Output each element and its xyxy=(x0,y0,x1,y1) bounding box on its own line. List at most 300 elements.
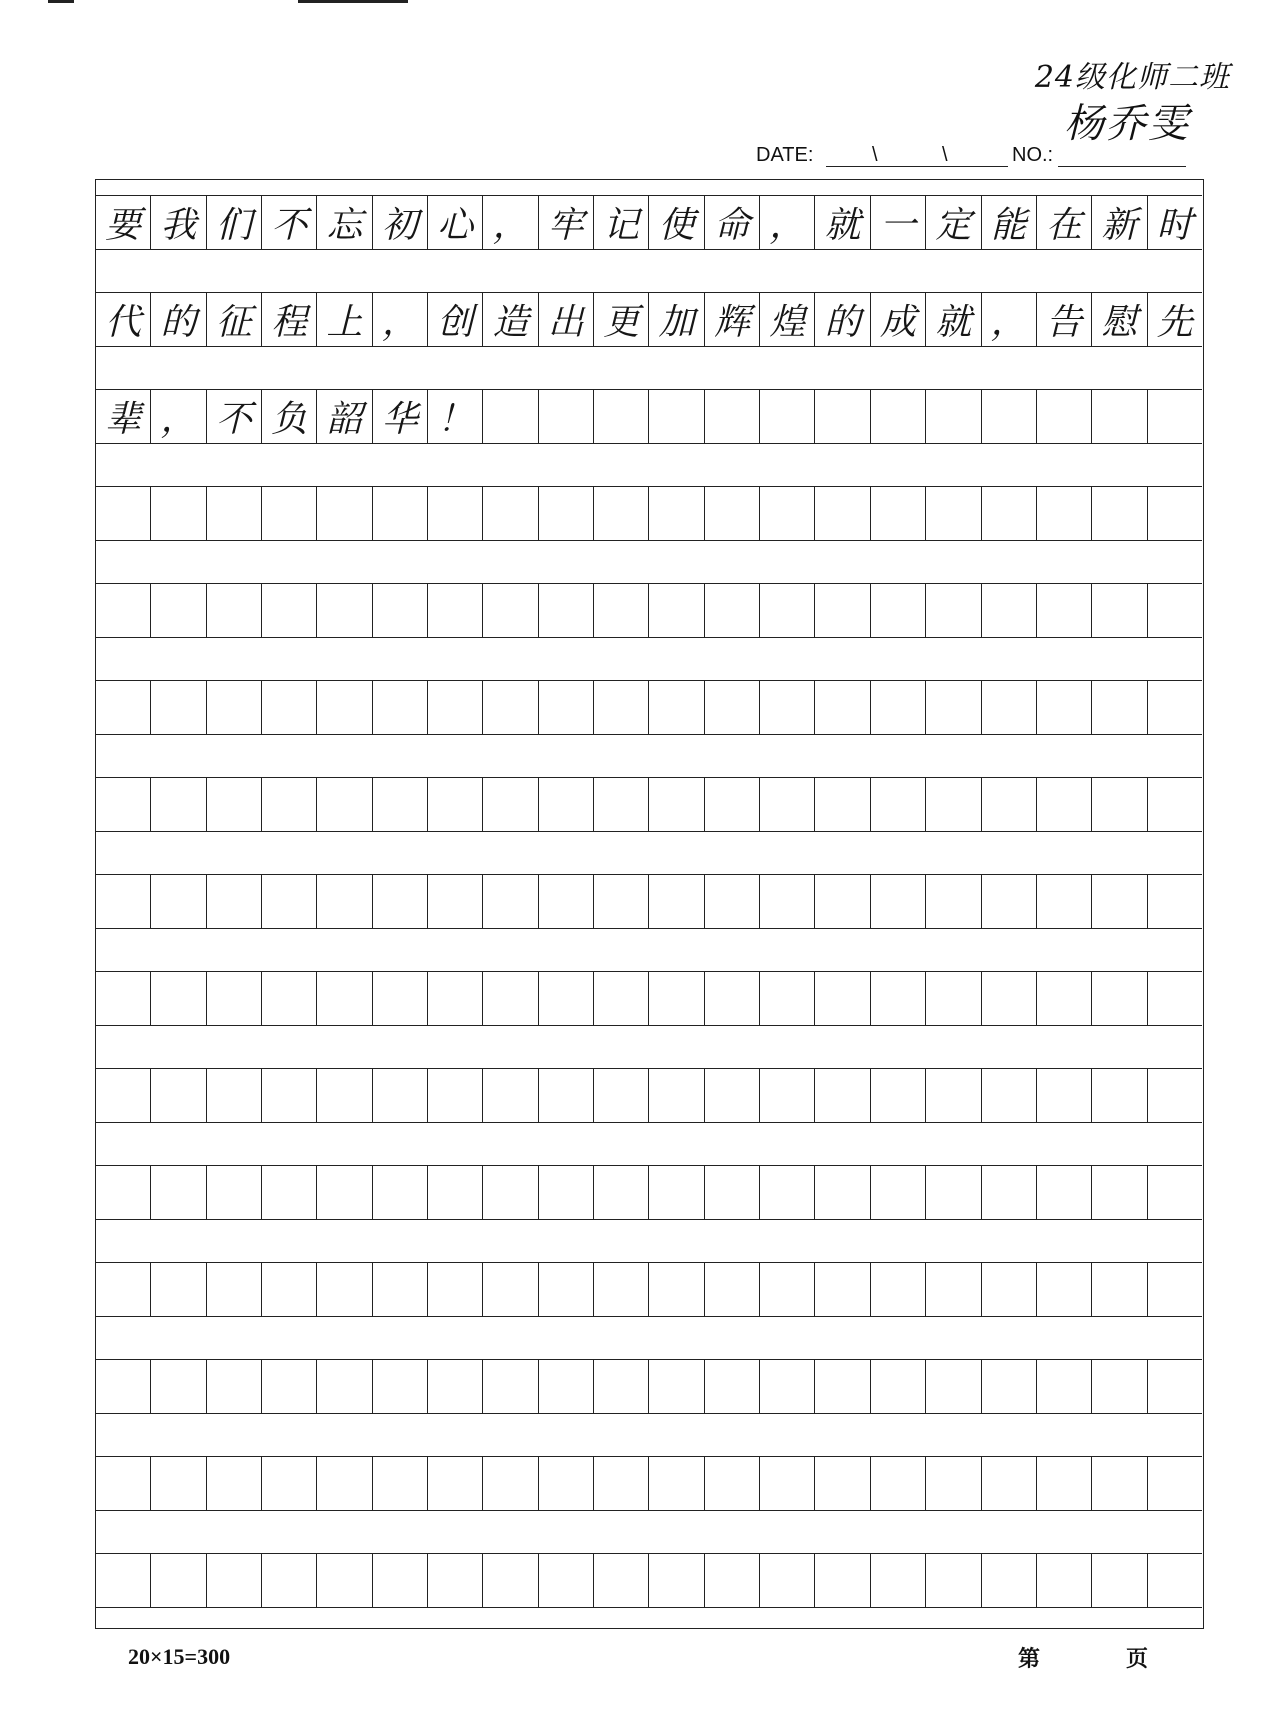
grid-cell xyxy=(815,1359,870,1414)
grid-cell xyxy=(982,777,1037,832)
grid-cell xyxy=(594,1456,649,1511)
grid-cell xyxy=(262,1553,317,1608)
grid-cell xyxy=(428,1359,483,1414)
grid-cell: 使 xyxy=(649,195,704,250)
grid-row xyxy=(96,195,1202,250)
grid-cell xyxy=(207,1359,262,1414)
grid-cell: 能 xyxy=(982,195,1037,250)
grid-cell xyxy=(760,680,815,735)
grid-cell xyxy=(871,486,926,541)
grid-cell xyxy=(705,971,760,1026)
grid-cell xyxy=(649,1456,704,1511)
grid-cell xyxy=(982,583,1037,638)
grid-cell xyxy=(982,1359,1037,1414)
grid-cell xyxy=(539,1165,594,1220)
grid-cell xyxy=(1037,1456,1092,1511)
grid-cell xyxy=(96,1359,151,1414)
grid-cell: 创 xyxy=(428,292,483,347)
grid-cell: 出 xyxy=(539,292,594,347)
grid-cell xyxy=(982,680,1037,735)
grid-cell xyxy=(317,680,372,735)
grid-cell xyxy=(1037,680,1092,735)
grid-cell xyxy=(483,680,538,735)
grid-cell xyxy=(705,389,760,444)
grid-cell xyxy=(373,874,428,929)
grid-cell xyxy=(1092,1359,1147,1414)
grid-cell xyxy=(926,1456,981,1511)
grid-cell xyxy=(594,1359,649,1414)
grid-cell xyxy=(760,777,815,832)
grid-cell xyxy=(871,680,926,735)
grid-cell xyxy=(760,583,815,638)
grid-cell: 上 xyxy=(317,292,372,347)
grid-cell xyxy=(483,583,538,638)
grid-cell xyxy=(483,1262,538,1317)
grid-row xyxy=(96,1262,1202,1317)
grid-cell xyxy=(207,971,262,1026)
grid-cell xyxy=(317,777,372,832)
grid-cell xyxy=(1037,1553,1092,1608)
grid-cell xyxy=(262,1359,317,1414)
grid-cell xyxy=(262,1456,317,1511)
grid-row xyxy=(96,1068,1202,1123)
grid-cell xyxy=(926,1262,981,1317)
grid-cell: 新 xyxy=(1092,195,1147,250)
grid-cell xyxy=(926,1165,981,1220)
grid-cell xyxy=(815,486,870,541)
date-row xyxy=(756,144,1188,168)
grid-cell xyxy=(1092,1553,1147,1608)
grid-cell xyxy=(539,1068,594,1123)
grid-cell xyxy=(815,874,870,929)
grid-cell: ！ xyxy=(428,389,483,444)
grid-cell xyxy=(483,1165,538,1220)
grid-cell: ， xyxy=(760,195,815,250)
grid-cell xyxy=(539,874,594,929)
grid-cell xyxy=(483,1456,538,1511)
grid-cell xyxy=(1148,1456,1202,1511)
grid-cell xyxy=(649,1262,704,1317)
grid-cell: 慰 xyxy=(1092,292,1147,347)
grid-cell xyxy=(207,486,262,541)
grid-cell: ， xyxy=(151,389,206,444)
grid-cell xyxy=(871,1165,926,1220)
grid-cell xyxy=(96,1456,151,1511)
grid-cell xyxy=(151,583,206,638)
grid-cell xyxy=(428,1553,483,1608)
grid-cell xyxy=(539,583,594,638)
grid-cell xyxy=(262,486,317,541)
grid-cell: 们 xyxy=(207,195,262,250)
grid-cell xyxy=(594,1068,649,1123)
grid-cell xyxy=(373,1456,428,1511)
no-blank xyxy=(1058,166,1186,167)
grid-cell xyxy=(428,1068,483,1123)
grid-cell xyxy=(373,1165,428,1220)
grid-cell xyxy=(151,1553,206,1608)
grid-cell xyxy=(96,971,151,1026)
grid-row xyxy=(96,874,1202,929)
grid-cell xyxy=(207,1553,262,1608)
grid-cell: 征 xyxy=(207,292,262,347)
grid-cell xyxy=(317,1359,372,1414)
grid-row xyxy=(96,1553,1202,1608)
grid-cell xyxy=(262,680,317,735)
grid-cell xyxy=(373,1553,428,1608)
grid-cell xyxy=(262,1068,317,1123)
grid-cell xyxy=(982,1262,1037,1317)
grid-cell xyxy=(649,680,704,735)
grid-cell xyxy=(1148,1262,1202,1317)
grid-cell xyxy=(815,680,870,735)
grid-cell xyxy=(871,1068,926,1123)
grid-cell xyxy=(815,1262,870,1317)
grid-cell xyxy=(483,1359,538,1414)
grid-cell xyxy=(428,583,483,638)
grid-row xyxy=(96,1456,1202,1511)
grid-cell xyxy=(982,1165,1037,1220)
grid-cell: 不 xyxy=(207,389,262,444)
grid-cell xyxy=(649,1068,704,1123)
grid-cell xyxy=(926,1553,981,1608)
grid-cell xyxy=(1148,971,1202,1026)
grid-cell xyxy=(982,1553,1037,1608)
grid-cell: 牢 xyxy=(539,195,594,250)
grid-cell xyxy=(815,971,870,1026)
grid-cell xyxy=(1148,1068,1202,1123)
grid-row xyxy=(96,1359,1202,1414)
grid-cell xyxy=(871,874,926,929)
grid-cell xyxy=(539,1456,594,1511)
grid-cell xyxy=(705,874,760,929)
grid-cell xyxy=(96,1553,151,1608)
grid-cell: 更 xyxy=(594,292,649,347)
grid-cell xyxy=(1148,680,1202,735)
grid-cell xyxy=(1037,777,1092,832)
grid-row xyxy=(96,389,1202,444)
grid-cell xyxy=(96,486,151,541)
grid-cell: 韶 xyxy=(317,389,372,444)
grid-cell xyxy=(982,874,1037,929)
grid-cell xyxy=(760,1456,815,1511)
grid-cell xyxy=(926,777,981,832)
grid-cell xyxy=(96,583,151,638)
grid-cell xyxy=(705,1456,760,1511)
grid-cell xyxy=(926,1068,981,1123)
grid-cell xyxy=(262,874,317,929)
grid-cell xyxy=(649,1359,704,1414)
grid-cell xyxy=(539,1553,594,1608)
grid-cell xyxy=(207,1456,262,1511)
grid-row xyxy=(96,777,1202,832)
grid-cell: ， xyxy=(982,292,1037,347)
grid-cell xyxy=(1148,1165,1202,1220)
grid-cell xyxy=(483,777,538,832)
grid-cell: 不 xyxy=(262,195,317,250)
grid-cell xyxy=(871,583,926,638)
grid-cell xyxy=(1037,583,1092,638)
grid-cell: ， xyxy=(373,292,428,347)
grid-cell xyxy=(539,1262,594,1317)
grid-cell xyxy=(428,1262,483,1317)
grid-cell xyxy=(649,971,704,1026)
grid-row xyxy=(96,292,1202,347)
grid-cell xyxy=(539,486,594,541)
date-separator: \ xyxy=(872,144,878,166)
grid-cell xyxy=(373,1359,428,1414)
grid-cell: 时 xyxy=(1148,195,1202,250)
grid-cell xyxy=(151,486,206,541)
grid-cell xyxy=(1092,1262,1147,1317)
grid-cell xyxy=(539,389,594,444)
grid-row xyxy=(96,680,1202,735)
grid-cell xyxy=(815,389,870,444)
grid-cell xyxy=(594,486,649,541)
grid-cell xyxy=(705,486,760,541)
grid-cell xyxy=(1148,583,1202,638)
grid-cell xyxy=(871,1553,926,1608)
grid-cell: 就 xyxy=(926,292,981,347)
grid-cell xyxy=(428,777,483,832)
grid-cell xyxy=(317,1165,372,1220)
grid-cell xyxy=(926,583,981,638)
grid-cell xyxy=(483,389,538,444)
grid-cell xyxy=(428,874,483,929)
grid-cell xyxy=(760,1068,815,1123)
grid-cell xyxy=(151,874,206,929)
grid-count: 20×15=300 xyxy=(128,1644,231,1669)
grid-cell xyxy=(649,1165,704,1220)
grid-cell xyxy=(373,971,428,1026)
grid-row xyxy=(96,1165,1202,1220)
grid-cell xyxy=(483,486,538,541)
grid-cell xyxy=(705,1359,760,1414)
page-number xyxy=(1018,1642,1148,1673)
grid-cell xyxy=(760,1262,815,1317)
grid-cell xyxy=(594,874,649,929)
grid-cell: 代 xyxy=(96,292,151,347)
grid-cell xyxy=(1092,777,1147,832)
grid-cell xyxy=(594,1165,649,1220)
edge-mark xyxy=(298,0,408,3)
grid-cell xyxy=(760,971,815,1026)
grid-cell xyxy=(96,777,151,832)
grid-cell xyxy=(207,583,262,638)
grid-cell xyxy=(760,389,815,444)
grid-cell xyxy=(594,1553,649,1608)
grid-cell xyxy=(262,1165,317,1220)
grid-cell xyxy=(871,1359,926,1414)
grid-cell xyxy=(1092,389,1147,444)
grid-cell: 程 xyxy=(262,292,317,347)
grid-cell: 忘 xyxy=(317,195,372,250)
grid-cell xyxy=(649,486,704,541)
no-label: NO.: xyxy=(1012,144,1054,166)
grid-cell xyxy=(317,583,372,638)
date-label: DATE: xyxy=(756,144,814,166)
author-name: 杨乔雯 xyxy=(1064,101,1190,147)
grid-cell: 命 xyxy=(705,195,760,250)
date-blank xyxy=(826,166,1008,167)
grid-cell xyxy=(649,583,704,638)
grid-cell xyxy=(207,777,262,832)
grid-cell xyxy=(317,1068,372,1123)
page-prefix: 第 xyxy=(1018,1646,1041,1672)
grid-cell xyxy=(871,1262,926,1317)
grid-cell xyxy=(594,1262,649,1317)
grid-cell xyxy=(815,1553,870,1608)
grid-cell xyxy=(262,1262,317,1317)
grid-cell: 我 xyxy=(151,195,206,250)
grid-cell xyxy=(649,1553,704,1608)
grid-cell xyxy=(760,486,815,541)
grid-cell xyxy=(1148,389,1202,444)
grid-cell: 成 xyxy=(871,292,926,347)
grid-cell xyxy=(539,680,594,735)
grid-cell xyxy=(151,1359,206,1414)
grid-cell xyxy=(1037,1262,1092,1317)
grid-cell xyxy=(705,1165,760,1220)
grid-cell xyxy=(1092,583,1147,638)
grid-cell xyxy=(982,971,1037,1026)
grid-cell xyxy=(151,971,206,1026)
grid-cell xyxy=(1148,486,1202,541)
grid-cell xyxy=(373,1262,428,1317)
grid-cell xyxy=(649,874,704,929)
grid-cell xyxy=(207,1068,262,1123)
grid-cell: 在 xyxy=(1037,195,1092,250)
grid-cell xyxy=(262,583,317,638)
edge-mark xyxy=(48,0,74,3)
grid-row xyxy=(96,486,1202,541)
grid-cell xyxy=(96,1068,151,1123)
grid-cell: 辉 xyxy=(705,292,760,347)
grid-cell xyxy=(262,777,317,832)
grid-cell xyxy=(483,971,538,1026)
grid-cell xyxy=(594,971,649,1026)
grid-cell xyxy=(594,583,649,638)
grid-cell xyxy=(815,777,870,832)
grid-cell xyxy=(373,1068,428,1123)
grid-cell xyxy=(705,777,760,832)
grid-cell xyxy=(926,680,981,735)
grid-cell xyxy=(1148,1359,1202,1414)
grid-cell: 造 xyxy=(483,292,538,347)
grid-cell xyxy=(594,680,649,735)
grid-cell xyxy=(428,680,483,735)
grid-cell xyxy=(926,486,981,541)
grid-cell xyxy=(483,874,538,929)
grid-cell xyxy=(483,1068,538,1123)
grid-cell xyxy=(815,1068,870,1123)
grid-cell xyxy=(373,486,428,541)
grid-cell: 华 xyxy=(373,389,428,444)
grid-cell xyxy=(871,389,926,444)
grid-cell xyxy=(428,1456,483,1511)
grid-cell xyxy=(428,486,483,541)
grid-cell xyxy=(1037,486,1092,541)
grid-cell: 心 xyxy=(428,195,483,250)
grid-cell xyxy=(483,1553,538,1608)
grid-cell xyxy=(760,1359,815,1414)
date-separator: \ xyxy=(942,144,948,166)
grid-cell xyxy=(1037,389,1092,444)
grid-cell xyxy=(705,1553,760,1608)
grid-cell xyxy=(151,680,206,735)
grid-cell: 一 xyxy=(871,195,926,250)
grid-cell xyxy=(926,874,981,929)
grid-cell xyxy=(1037,1165,1092,1220)
grid-cell xyxy=(428,1165,483,1220)
grid-cell xyxy=(1092,1068,1147,1123)
grid-cell xyxy=(207,874,262,929)
grid-cell xyxy=(649,389,704,444)
grid-cell xyxy=(317,874,372,929)
grid-row xyxy=(96,971,1202,1026)
grid-cell xyxy=(151,1456,206,1511)
grid-cell: 记 xyxy=(594,195,649,250)
grid-cell xyxy=(1092,1456,1147,1511)
grid-cell xyxy=(760,874,815,929)
grid-cell xyxy=(1037,971,1092,1026)
grid-cell xyxy=(705,1262,760,1317)
grid-cell: 负 xyxy=(262,389,317,444)
grid-cell xyxy=(815,583,870,638)
grid-cell xyxy=(1037,1068,1092,1123)
grid-cell xyxy=(1148,777,1202,832)
grid-cell xyxy=(151,1068,206,1123)
grid-cell xyxy=(926,971,981,1026)
class-line: 24级化师二班 xyxy=(1034,60,1230,95)
grid-cell xyxy=(1092,874,1147,929)
grid-cell xyxy=(594,777,649,832)
grid-cell xyxy=(96,1262,151,1317)
grid-cell xyxy=(373,777,428,832)
grid-cell xyxy=(1092,971,1147,1026)
grid-cell: 先 xyxy=(1148,292,1202,347)
grid-cell xyxy=(539,1359,594,1414)
grid-cell xyxy=(373,680,428,735)
grid-cell xyxy=(539,777,594,832)
grid-cell: 的 xyxy=(815,292,870,347)
grid-cell xyxy=(815,1165,870,1220)
grid-cell xyxy=(649,777,704,832)
grid-cell xyxy=(760,1553,815,1608)
grid-cell: 辈 xyxy=(96,389,151,444)
grid-cell xyxy=(871,971,926,1026)
grid-cell xyxy=(871,1456,926,1511)
grid-cell xyxy=(317,971,372,1026)
grid-cell xyxy=(317,1456,372,1511)
grid-cell xyxy=(96,874,151,929)
grid-cell xyxy=(539,971,594,1026)
grid-cell xyxy=(705,583,760,638)
grid-cell xyxy=(982,486,1037,541)
composition-grid xyxy=(95,179,1204,1629)
grid-cell xyxy=(982,389,1037,444)
grid-cell xyxy=(926,1359,981,1414)
grid-cell xyxy=(1092,486,1147,541)
grid-cell: 初 xyxy=(373,195,428,250)
grid-cell: 要 xyxy=(96,195,151,250)
grid-cell xyxy=(428,971,483,1026)
grid-cell xyxy=(96,680,151,735)
grid-row xyxy=(96,583,1202,638)
grid-cell xyxy=(151,1262,206,1317)
grid-cell xyxy=(207,1165,262,1220)
grid-cell xyxy=(1037,874,1092,929)
grid-cell xyxy=(982,1068,1037,1123)
